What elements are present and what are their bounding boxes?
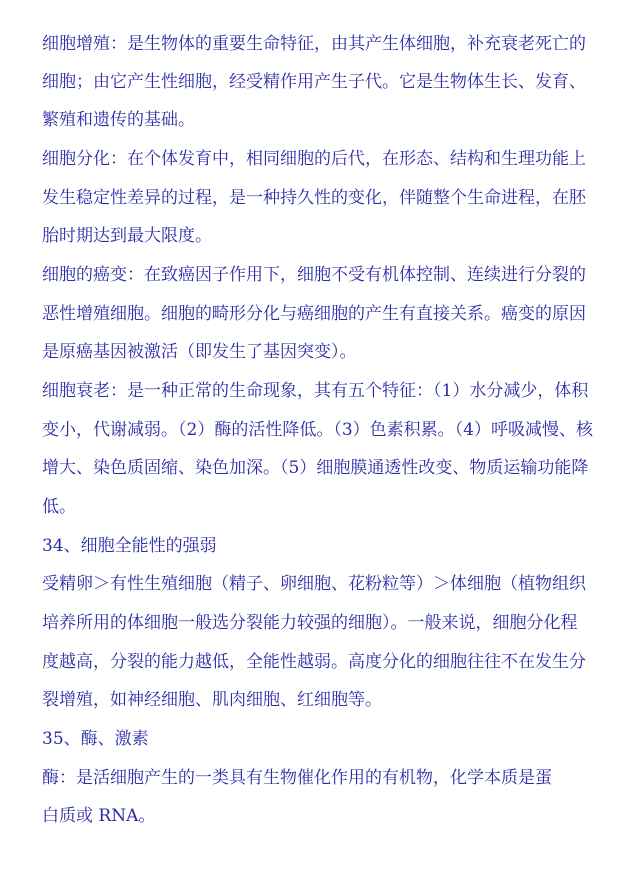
text-line: 细胞增殖：是生物体的重要生命特征，由其产生体细胞，补充衰老死亡的 [42, 34, 586, 54]
text-line: 增大、染色质固缩、染色加深。（5）细胞膜通透性改变、物质运输功能降 [42, 458, 589, 478]
section-heading: 35、酶、激素 [42, 729, 149, 749]
text-line: 细胞衰老：是一种正常的生命现象，其有五个特征：（1）水分减少，体积 [42, 381, 589, 401]
text-line: 白质或 RNA。 [42, 806, 156, 826]
text-line: 胎时期达到最大限度。 [42, 226, 212, 246]
text-line: 发生稳定性差异的过程，是一种持久性的变化，伴随整个生命进程，在胚 [42, 188, 586, 208]
text-line: 培养所用的体细胞一般选分裂能力较强的细胞）。一般来说，细胞分化程 [42, 613, 578, 633]
text-line: 细胞分化：在个体发育中，相同细胞的后代，在形态、结构和生理功能上 [42, 149, 586, 169]
text-line: 低。 [42, 497, 76, 517]
text-line: 度越高，分裂的能力越低，全能性越弱。高度分化的细胞往往不在发生分 [42, 652, 586, 672]
text-line: 繁殖和遗传的基础。 [42, 110, 195, 130]
text-line: 变小，代谢减弱。（2）酶的活性降低。（3）色素积累。（4）呼吸减慢、核 [42, 420, 593, 440]
text-line: 裂增殖，如神经细胞、肌肉细胞、红细胞等。 [42, 690, 382, 710]
text-line: 是原癌基因被激活（即发生了基因突变）。 [42, 342, 357, 362]
text-line: 酶：是活细胞产生的一类具有生物催化作用的有机物，化学本质是蛋 [42, 768, 552, 788]
section-heading: 34、细胞全能性的强弱 [42, 536, 217, 556]
text-line: 恶性增殖细胞。细胞的畸形分化与癌细胞的产生有直接关系。癌变的原因 [42, 304, 586, 324]
text-line: 细胞的癌变：在致癌因子作用下，细胞不受有机体控制、连续进行分裂的 [42, 265, 586, 285]
text-line: 细胞；由它产生性细胞，经受精作用产生子代。它是生物体生长、发育、 [42, 72, 586, 92]
text-line: 受精卵＞有性生殖细胞（精子、卵细胞、花粉粒等）＞体细胞（植物组织 [42, 574, 586, 594]
